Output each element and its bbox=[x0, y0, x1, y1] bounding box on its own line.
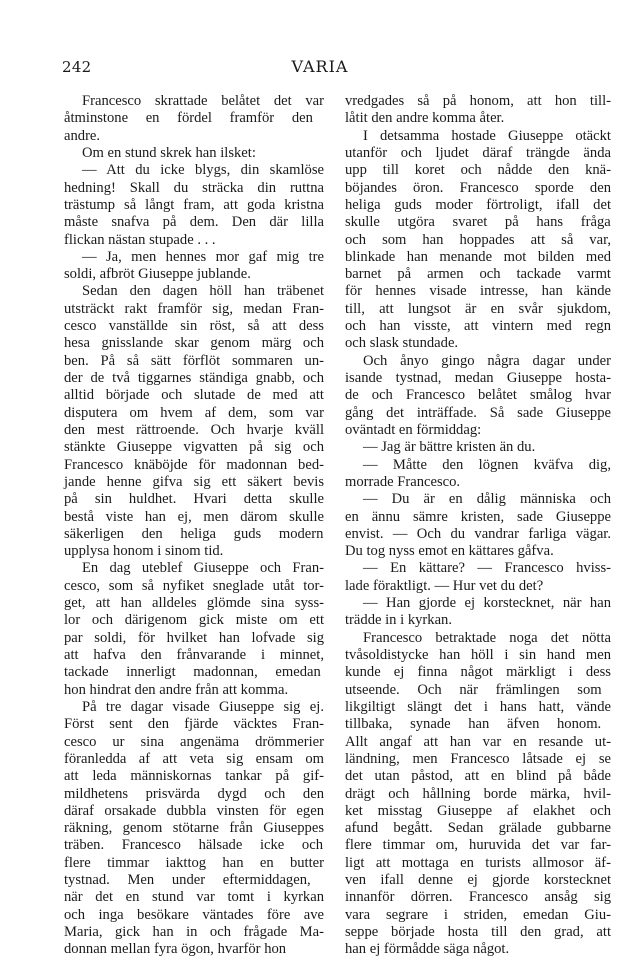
text-line: han ej förmådde säga något. bbox=[345, 941, 510, 958]
text-line: — Att du icke blygs, din skamlöse bbox=[82, 162, 324, 179]
text-line: Allt angaf att han var en resande ut- bbox=[345, 733, 611, 750]
text-line: hesa gnisslande skar genom märg och bbox=[64, 335, 324, 352]
text-line: Du tog nyss emot en kättares gåfva. bbox=[345, 543, 554, 560]
text-line: vredgades så på honom, att hon till- bbox=[345, 93, 611, 109]
text-line: Och ånyo gingo några dagar under bbox=[363, 352, 611, 369]
left-text-column bbox=[64, 93, 324, 959]
text-line: Francesco knäböjde för madonnan bed- bbox=[64, 456, 324, 473]
text-line: trästump så långt fram, att goda kristna bbox=[64, 196, 324, 213]
text-line: och slask stundade. bbox=[345, 335, 459, 352]
text-line: åtminstone en fördel framför den bbox=[64, 110, 313, 127]
text-line: flere timmar om, huruvida det var far- bbox=[345, 837, 611, 854]
text-line: hon hindrat den andre från att komma. bbox=[64, 681, 289, 698]
text-line: — En kättare? — Francesco hviss- bbox=[363, 560, 611, 577]
text-line: ven ifall denne ej gjorde korstecknet bbox=[345, 872, 611, 889]
text-line: En dag uteblef Giuseppe och Fran- bbox=[82, 560, 324, 577]
text-line: soldi, afbröt Giuseppe jublande. bbox=[64, 266, 251, 283]
text-line: cesco, som så nyfiket sneglade utåt tor- bbox=[64, 577, 324, 594]
text-line: morrade Francesco. bbox=[345, 473, 461, 490]
text-line: Francesco betraktade noga det nötta bbox=[363, 629, 611, 646]
text-line: tvåsoldistycke han höll i sin hand men bbox=[345, 647, 611, 663]
text-line: blinkade han menande mot bilden med bbox=[345, 248, 611, 265]
text-line: det utan påstod, att en blind på både bbox=[345, 768, 611, 785]
text-line: tillbaka, synade han äfven honom. bbox=[345, 716, 602, 733]
text-line: och inga besökare väntades före ave bbox=[64, 906, 324, 923]
text-line: upp till koret och nådde den knä- bbox=[345, 162, 611, 179]
text-line: Sedan den dagen höll han träbenet bbox=[82, 283, 324, 300]
text-line: ben. På så sätt förflöt sommaren un- bbox=[64, 352, 324, 369]
text-line: barnet på armen och tackade varmt bbox=[345, 266, 611, 283]
text-line: föranledda af att veta sig ensam om bbox=[64, 750, 324, 767]
text-line: I detsamma hostade Giuseppe otäckt bbox=[363, 127, 611, 144]
text-line: lade föraktligt. — Hur vet du det? bbox=[345, 577, 544, 594]
text-line: ket misstag Giuseppe af elakhet och bbox=[345, 802, 611, 819]
text-line: bestå viste han ej, men därom skulle bbox=[64, 508, 324, 525]
text-line: däraf orsakade dubbla vinsten för egen bbox=[64, 802, 324, 819]
text-line: likgiltigt slängt det i hans hatt, vände bbox=[345, 698, 611, 715]
text-line: seppe började hosta till den grad, att bbox=[345, 924, 611, 940]
running-head: VARIA bbox=[291, 57, 349, 76]
text-line: trädde in i kyrkan. bbox=[345, 612, 452, 629]
text-line: och som han hoppades att så var, bbox=[345, 231, 611, 248]
text-line: — Jag är bättre kristen än du. bbox=[363, 439, 536, 456]
text-line: — Måtte den lögnen kväfva dig, bbox=[363, 456, 611, 473]
text-line: oväntadt en förmiddag: bbox=[345, 421, 482, 438]
text-line: till, att lungsot är en svår sjukdom, bbox=[345, 300, 611, 317]
text-line: hedning! Skall du sträcka din ruttna bbox=[64, 179, 324, 196]
text-line: flickan nästan stupade . . . bbox=[64, 231, 216, 248]
text-line: alltid började och slutade de med att bbox=[64, 387, 324, 404]
text-line: de och Francesco belåtet smålog hvar bbox=[345, 387, 611, 404]
text-line: vara segrare i striden, emedan Giu- bbox=[345, 906, 611, 923]
page-number: 242 bbox=[62, 58, 92, 76]
text-line: På tre dagar visade Giuseppe sig ej. bbox=[82, 698, 324, 715]
text-line: par soldi, för hvilket han lofvade sig bbox=[64, 629, 324, 646]
text-line: lor och därigenom gick miste om ett bbox=[64, 612, 324, 629]
text-line: jande henne gifva sig ett säkert bevis bbox=[64, 473, 324, 490]
text-line: drägt och hållning borde märka, hvil- bbox=[345, 785, 611, 802]
text-line: mildhetens prisvärda dygd och den bbox=[64, 785, 324, 802]
text-line: ländning, men Francesco låtsade ej se bbox=[345, 750, 611, 767]
text-line: flere timmar iakttog han en butter bbox=[64, 854, 324, 871]
text-line: skulle utgöra svaret på hans fråga bbox=[345, 214, 611, 231]
text-line: utsträckt rakt framför sig, medan Fran- bbox=[64, 300, 324, 317]
text-line: — Han gjorde ej korstecknet, när han bbox=[363, 595, 611, 612]
text-line: cesco vanställde sin röst, så att dess bbox=[64, 318, 324, 335]
text-line: att leda människornas tankar på gif- bbox=[64, 768, 324, 785]
text-line: en ännu sämre kristen, sade Giuseppe bbox=[345, 508, 611, 525]
text-line: innanför dörren. Francesco ansåg sig bbox=[345, 889, 611, 906]
text-line: att hafva den frånvarande i minnet, bbox=[64, 647, 324, 663]
text-line: när det en stund var tomt i kyrkan bbox=[64, 889, 324, 906]
text-line: den mest rättroende. Och hvarje kväll bbox=[64, 421, 324, 438]
text-line: — Ja, men hennes mor gaf mig tre bbox=[82, 248, 324, 265]
text-line: isande tystnad, medan Giuseppe hosta- bbox=[345, 370, 611, 386]
text-line: — Du är en dålig människa och bbox=[363, 491, 611, 508]
text-line: Om en stund skrek han ilsket: bbox=[82, 144, 256, 161]
text-line: cesco ur sina angenäma drömmerier bbox=[64, 733, 324, 750]
text-line: utseende. Och när främlingen som bbox=[345, 681, 602, 698]
text-line: för hennes visade intresse, han kände bbox=[345, 283, 611, 300]
text-line: Maria, gick han in och frågade Ma- bbox=[64, 924, 324, 940]
text-line: och han visste, att vintern med regn bbox=[345, 318, 611, 335]
text-line: der de två tiggarnes ständiga gnabb, och bbox=[64, 370, 324, 386]
text-line: get, att han alldeles glömde sina syss- bbox=[64, 595, 324, 612]
text-line: utanför och ljudet däraf trängde ända bbox=[345, 144, 611, 161]
text-line: andre. bbox=[64, 127, 101, 144]
text-line: låtit den andre komma åter. bbox=[345, 110, 505, 127]
text-line: afund begått. Sedan grälade gubbarne bbox=[345, 820, 611, 837]
text-line: disputera om hvem af dem, som var bbox=[64, 404, 324, 421]
text-line: träben. Francesco hälsade icke och bbox=[64, 837, 324, 854]
text-line: heliga guds moder förtroligt, ifall det bbox=[345, 196, 611, 213]
text-line: på sin huldhet. Hvari detta skulle bbox=[64, 491, 324, 508]
text-line: kunde ej finna något märkligt i dess bbox=[345, 664, 611, 681]
text-line: ligt att mottaga en turists allmosor äf- bbox=[345, 854, 611, 871]
right-text-column bbox=[345, 93, 611, 959]
text-line: säkerligen den heliga guds modern bbox=[64, 525, 324, 542]
text-line: räkning, genom stötarne från Giuseppes bbox=[64, 820, 324, 837]
text-line: tystnad. Men under eftermiddagen, bbox=[64, 872, 311, 889]
text-line: stänkte Giuseppe vigvatten på sig och bbox=[64, 439, 324, 456]
text-line: tackade innerligt madonnan, emedan bbox=[64, 664, 321, 681]
text-line: böjandes öron. Francesco sporde den bbox=[345, 179, 611, 196]
text-line: envist. — Och du vandrar farliga vägar. bbox=[345, 525, 611, 542]
text-line: gång det inträffade. Så sade Giuseppe bbox=[345, 404, 611, 421]
text-line: Först sent den fjärde väcktes Fran- bbox=[64, 716, 324, 733]
text-line: upplysa honom i sinom tid. bbox=[64, 543, 224, 560]
text-line: måste snafva på dem. Den där lilla bbox=[64, 214, 324, 231]
text-line: donnan mellan fyra ögon, hvarför hon bbox=[64, 941, 287, 958]
text-line: Francesco skrattade belåtet det var bbox=[82, 93, 324, 109]
